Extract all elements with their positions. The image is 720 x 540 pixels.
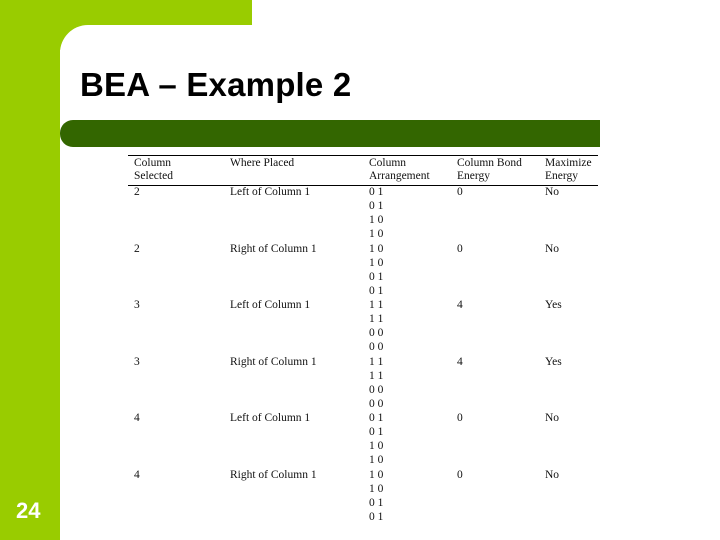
cell-where-placed: Right of Column 1	[230, 242, 317, 255]
cell-arrangement-line: 1 0	[369, 242, 384, 255]
cell-arrangement-line: 0 1	[369, 284, 384, 297]
cell-maximize: No	[545, 412, 560, 424]
cell-column-selected: 4	[134, 468, 140, 481]
table-header-rule	[128, 185, 598, 186]
cell-arrangement-line: 0 1	[369, 412, 384, 424]
left-accent-strip	[0, 0, 60, 540]
cell-where-placed: Right of Column 1	[230, 468, 317, 481]
cell-where-placed: Left of Column 1	[230, 299, 311, 311]
header-column-selected: Column Selected	[134, 157, 173, 182]
cell-arrangement-line: 0 1	[369, 510, 384, 523]
header-column-bond-energy: Column Bond Energy	[457, 157, 522, 182]
cell-maximize: No	[545, 468, 560, 481]
cell-column-selected: 3	[134, 355, 140, 368]
cell-column-selected: 2	[134, 242, 140, 255]
cell-bond-energy: 0	[457, 412, 463, 424]
cell-arrangement-line: 1 1	[369, 369, 384, 382]
cell-column-selected: 3	[134, 299, 140, 311]
cell-arrangement-line: 0 1	[369, 200, 384, 213]
slide-number: 24	[16, 498, 41, 523]
cell-arrangement-line: 1 0	[369, 482, 384, 495]
cell-arrangement-line: 0 0	[369, 397, 384, 410]
title-divider-bar	[60, 120, 600, 147]
cell-maximize: Yes	[545, 355, 562, 368]
cell-column-selected: 4	[134, 412, 140, 424]
cell-bond-energy: 0	[457, 242, 463, 255]
cell-where-placed: Left of Column 1	[230, 412, 311, 424]
cell-bond-energy: 0	[457, 468, 463, 481]
header-maximize-energy: Maximize Energy	[545, 157, 592, 182]
cell-bond-energy: 4	[457, 355, 463, 368]
cell-arrangement-line: 0 0	[369, 383, 384, 396]
cell-arrangement-line: 1 0	[369, 214, 384, 227]
cell-arrangement-line: 0 1	[369, 496, 384, 509]
cell-arrangement-line: 0 1	[369, 186, 384, 198]
cell-column-selected: 2	[134, 186, 140, 198]
cell-bond-energy: 4	[457, 299, 463, 311]
header-column-arrangement: Column Arrangement	[369, 157, 430, 182]
cell-arrangement-line: 0 1	[369, 426, 384, 439]
header-where-placed: Where Placed	[230, 157, 295, 169]
cell-arrangement-line: 1 0	[369, 256, 384, 269]
cell-maximize: No	[545, 186, 560, 198]
cell-bond-energy: 0	[457, 186, 463, 198]
cell-arrangement-line: 1 0	[369, 440, 384, 453]
cell-arrangement-line: 1 1	[369, 313, 384, 326]
cell-arrangement-line: 1 0	[369, 454, 384, 467]
slide-title: BEA – Example 2	[80, 66, 352, 103]
cell-maximize: Yes	[545, 299, 562, 311]
cell-arrangement-line: 1 0	[369, 228, 384, 241]
cell-arrangement-line: 1 0	[369, 468, 384, 481]
table-top-rule	[128, 155, 598, 156]
cell-where-placed: Right of Column 1	[230, 355, 317, 368]
cell-arrangement-line: 1 1	[369, 299, 384, 311]
cell-where-placed: Left of Column 1	[230, 186, 311, 198]
cell-arrangement-line: 0 0	[369, 341, 384, 354]
cell-arrangement-line: 0 0	[369, 327, 384, 340]
cell-arrangement-line: 1 1	[369, 355, 384, 368]
cell-maximize: No	[545, 242, 560, 255]
cell-arrangement-line: 0 1	[369, 270, 384, 283]
